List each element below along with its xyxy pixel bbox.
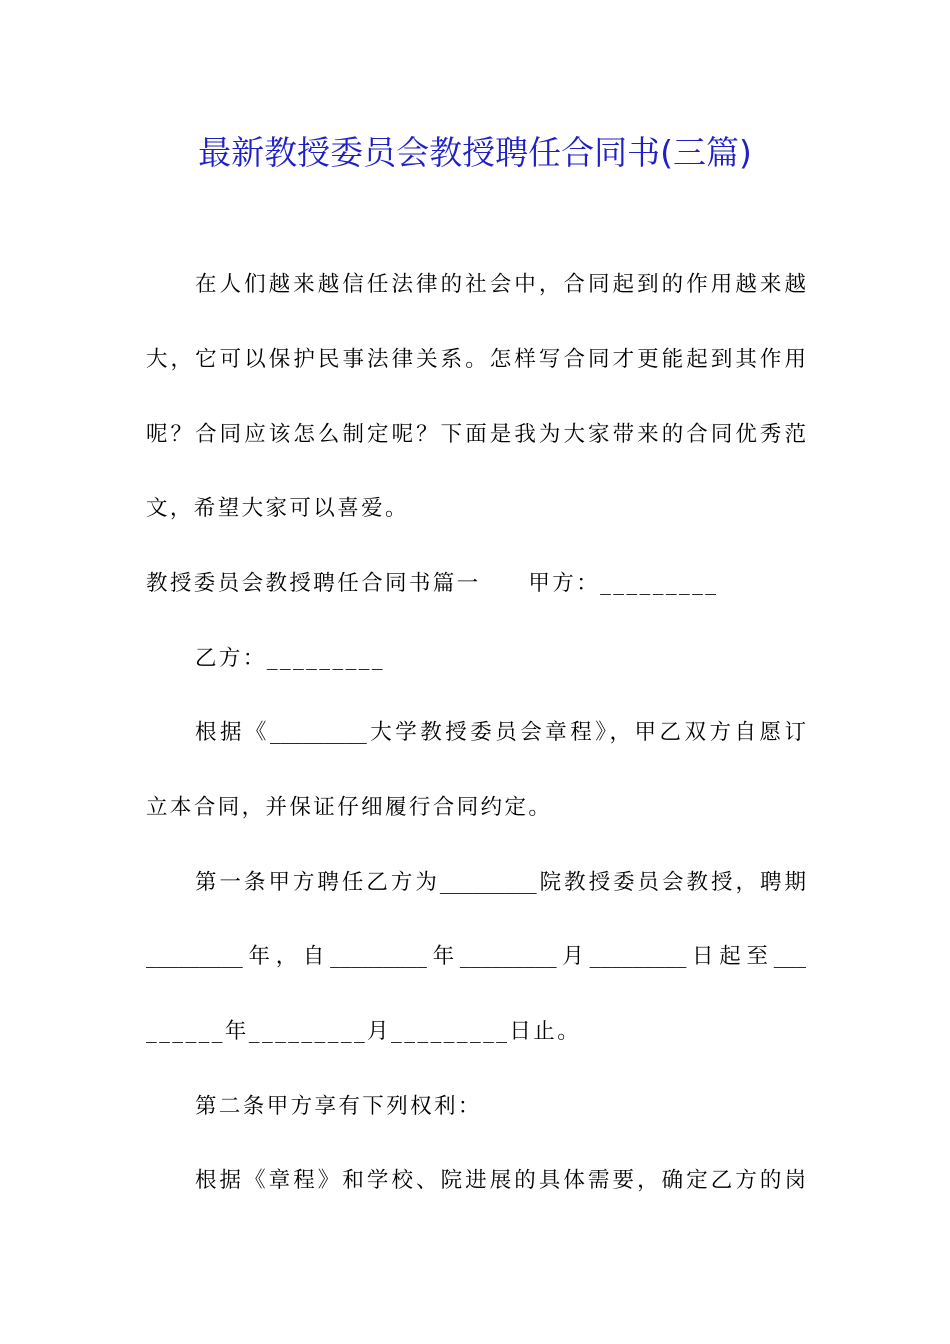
paragraph-line: 乙方：_________ bbox=[195, 646, 386, 671]
paragraph-line: 呢？合同应该怎么制定呢？下面是我为大家带来的合同优秀范 bbox=[146, 422, 806, 447]
paragraph-line: 根据《_________大学教授委员会章程》，甲乙双方自愿订 bbox=[195, 720, 806, 745]
paragraph-line: 第一条甲方聘任乙方为_________院教授委员会教授，聘期 bbox=[195, 870, 806, 895]
paragraph-line: 大，它可以保护民事法律关系。怎样写合同才更能起到其作用 bbox=[146, 347, 806, 372]
paragraph-line: _________年，自_________年_________月_________日起至___ bbox=[146, 944, 806, 969]
paragraph-line: 根据《章程》和学校、院进展的具体需要，确定乙方的岗 bbox=[195, 1168, 806, 1193]
paragraph-line: 文，希望大家可以喜爱。 bbox=[146, 496, 409, 521]
paragraph-line: ______年_________月_________日止。 bbox=[146, 1019, 582, 1044]
section-heading-line: 教授委员会教授聘任合同书篇一 甲方：_________ bbox=[146, 571, 719, 596]
paragraph-line: 立本合同，并保证仔细履行合同约定。 bbox=[146, 795, 553, 820]
paragraph-line: 第二条甲方享有下列权利： bbox=[195, 1094, 482, 1119]
document-title: 最新教授委员会教授聘任合同书(三篇) bbox=[198, 133, 752, 172]
paragraph-line: 在人们越来越信任法律的社会中，合同起到的作用越来越 bbox=[195, 272, 806, 297]
